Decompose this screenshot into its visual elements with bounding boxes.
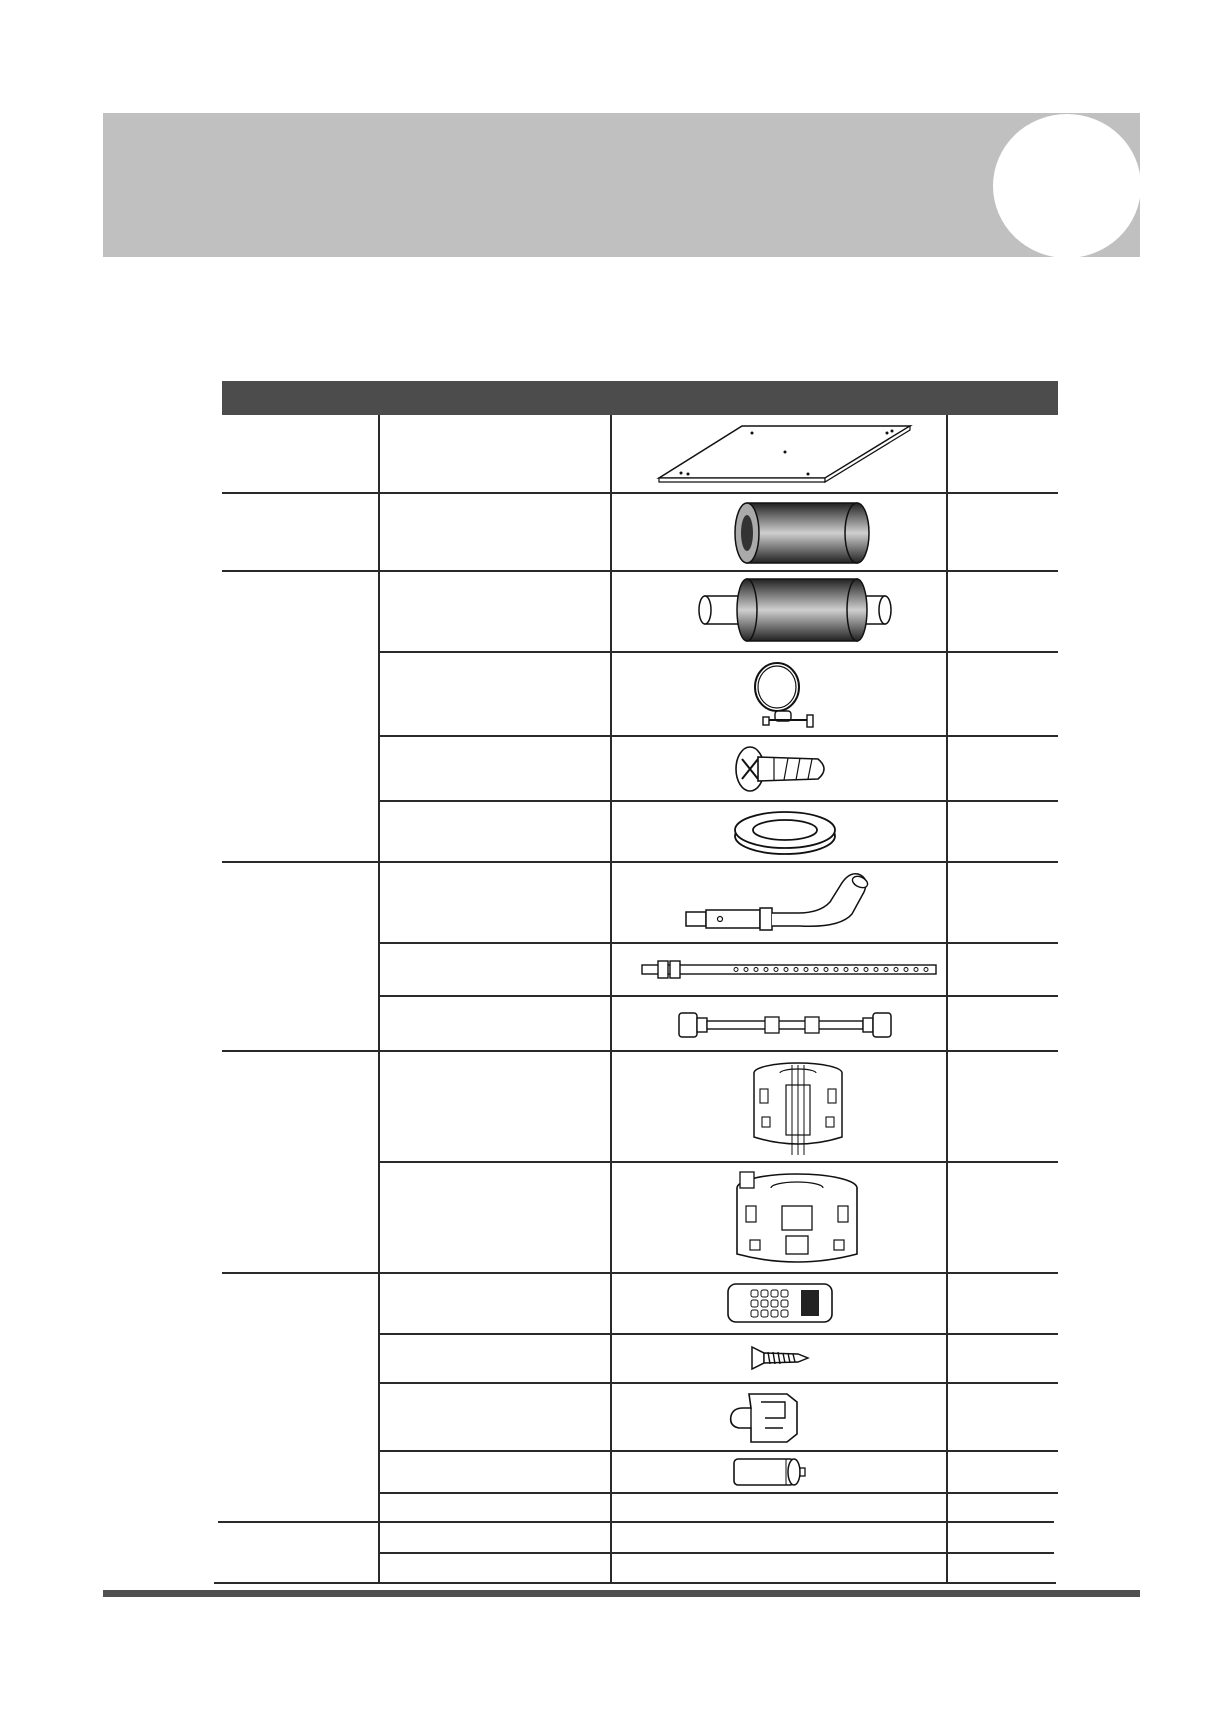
remote-controller-icon bbox=[725, 1280, 835, 1326]
battery-icon bbox=[730, 1455, 810, 1489]
small-magnetic-ring-icon bbox=[748, 1055, 848, 1155]
sealing-washer-icon bbox=[730, 806, 840, 858]
column-divider bbox=[946, 415, 948, 1583]
row-divider bbox=[378, 1552, 1054, 1554]
footer-rule bbox=[103, 1590, 1140, 1597]
row-divider bbox=[378, 800, 1058, 802]
wall-anchor-icon bbox=[730, 741, 840, 797]
row-divider bbox=[214, 1582, 1056, 1584]
section-badge-circle bbox=[993, 114, 1141, 258]
row-divider bbox=[378, 651, 1058, 653]
drain-joint-icon bbox=[680, 866, 880, 938]
insulated-pipe-icon bbox=[695, 575, 895, 645]
row-divider bbox=[222, 1050, 1058, 1052]
column-divider bbox=[378, 415, 380, 1583]
row-divider bbox=[378, 735, 1058, 737]
row-divider bbox=[222, 1272, 1058, 1274]
tapping-screw-icon bbox=[750, 1345, 810, 1371]
row-divider bbox=[222, 570, 1058, 572]
row-divider bbox=[378, 1333, 1058, 1335]
row-divider bbox=[378, 1492, 1058, 1494]
remote-holder-icon bbox=[725, 1388, 805, 1446]
row-divider bbox=[378, 1161, 1058, 1163]
row-divider bbox=[222, 492, 1058, 494]
pipe-insulation-sleeve-icon bbox=[733, 500, 873, 566]
table-header-bar bbox=[222, 381, 1058, 415]
header-banner bbox=[103, 113, 1140, 257]
row-divider bbox=[378, 942, 1058, 944]
row-divider bbox=[222, 861, 1058, 863]
mounting-plate-icon bbox=[655, 424, 915, 484]
row-divider bbox=[218, 1521, 1054, 1523]
row-divider bbox=[378, 995, 1058, 997]
row-divider bbox=[378, 1450, 1058, 1452]
hose-clamp-icon bbox=[745, 657, 825, 731]
large-magnetic-ring-icon bbox=[732, 1166, 862, 1270]
column-divider bbox=[610, 415, 612, 1583]
cable-tie-icon bbox=[640, 957, 940, 981]
connecting-pipe-icon bbox=[675, 1005, 895, 1045]
row-divider bbox=[378, 1382, 1058, 1384]
